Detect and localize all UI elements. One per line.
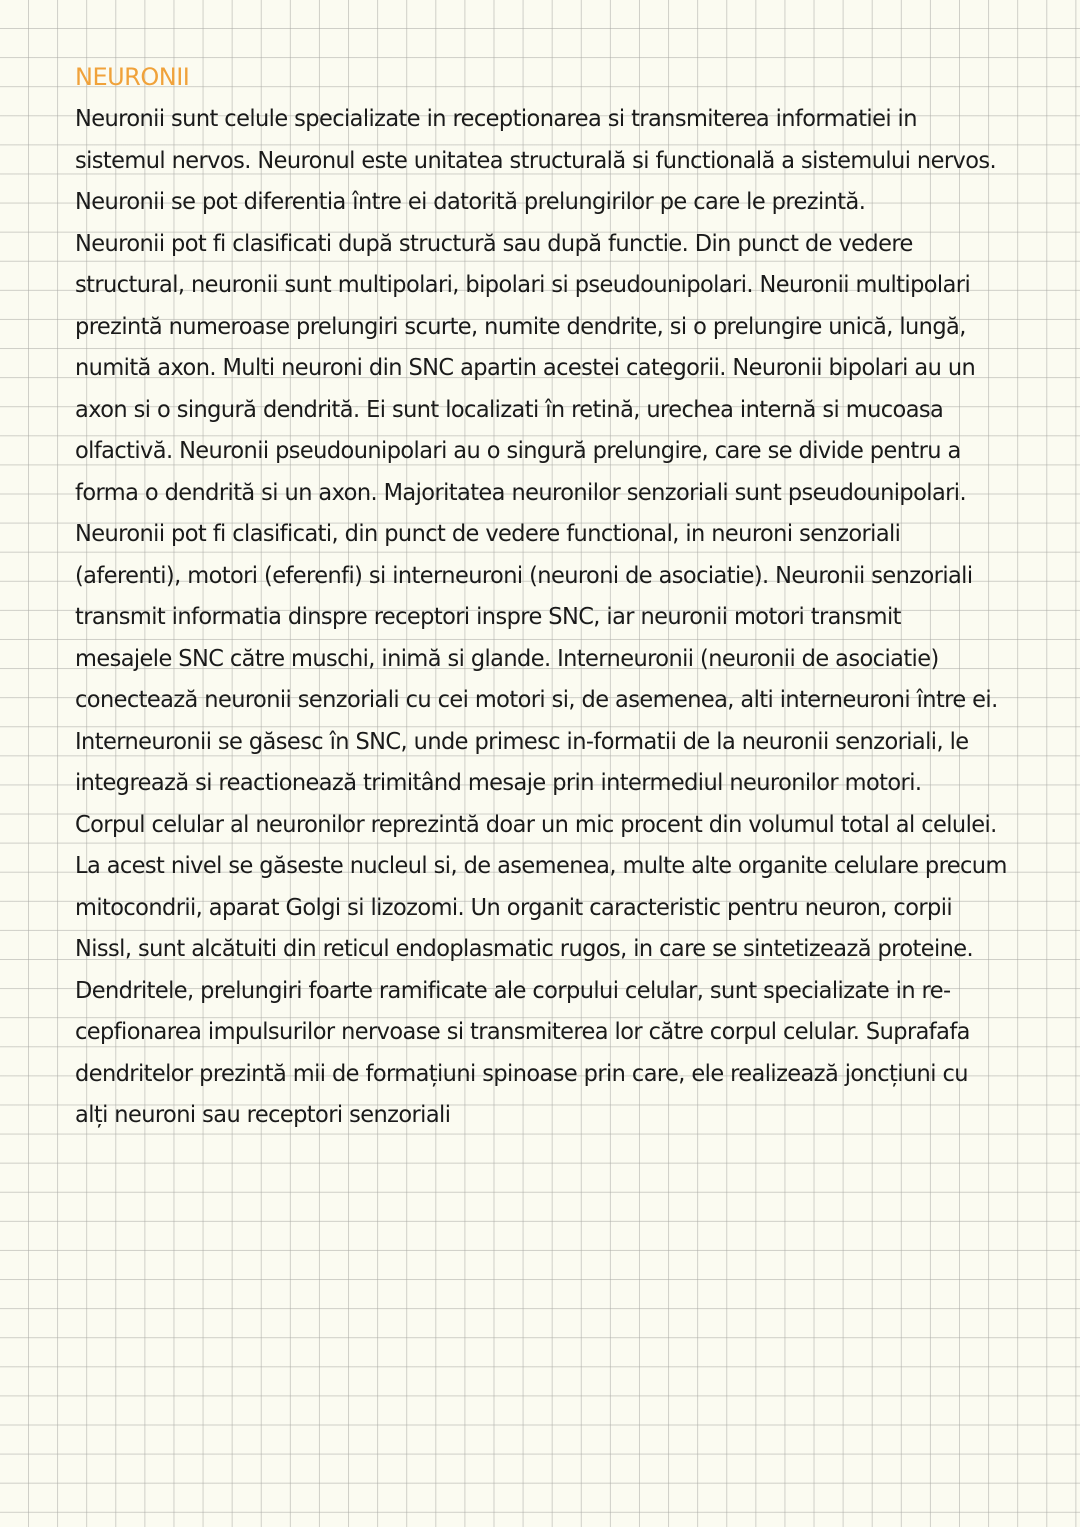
text-line: Dendritele, prelungiri foarte ramificate ale corpului celular, sunt specializate in re- xyxy=(75,977,951,1004)
text-line: numită axon. Multi neuroni din SNC apartin acestei categorii. Neuronii bipolari au un xyxy=(75,355,976,381)
text-line: mesajele SNC către muschi, inimă si glande. Interneuronii (neuronii de asociatie) xyxy=(75,645,939,672)
body-text xyxy=(75,100,1065,1138)
text-line: Neuronii sunt celule specializate in receptionarea si transmiterea informatiei in xyxy=(75,106,917,132)
text-line: axon si o singură dendrită. Ei sunt localizati în retină, urechea internă si mucoasa xyxy=(75,396,944,423)
text-line: Interneuronii se găsesc în SNC, unde primesc in-formatii de la neuronii senzoriali, le xyxy=(75,728,969,755)
text-line: sistemul nervos. Neuronul este unitatea structurală si functională a sistemului nervos. xyxy=(75,147,997,174)
text-line: conectează neuronii senzoriali cu cei motori si, de asemenea, alti interneuroni între ei. xyxy=(75,687,998,713)
text-line: olfactivă. Neuronii pseudounipolari au o singură prelungire, care se divide pentru a xyxy=(75,438,961,464)
text-line: La acest nivel se găseste nucleul si, de asemenea, multe alte organite celulare precum xyxy=(75,853,1007,879)
text-line: structural, neuronii sunt multipolari, bipolari si pseudounipolari. Neuronii multipolari xyxy=(75,272,971,298)
text-line: Nissl, sunt alcătuiti din reticul endoplasmatic rugos, in care se sintetizează proteine. xyxy=(75,936,974,962)
text-line: Neuronii pot fi clasificati după structură sau după functie. Din punct de vedere xyxy=(75,230,913,257)
text-line: (aferenti), motori (eferenfi) si interneuroni (neuroni de asociatie). Neuronii senzoriali xyxy=(75,562,973,589)
text-line: forma o dendrită si un axon. Majoritatea neuronilor senzoriali sunt pseudounipolari. xyxy=(75,479,967,506)
text-line: mitocondrii, aparat Golgi si lizozomi. Un organit caracteristic pentru neuron, corpii xyxy=(75,894,953,921)
text-line: alți neuroni sau receptori senzoriali xyxy=(75,1102,451,1128)
text-line: dendritelor prezintă mii de formațiuni spinoase prin care, ele realizează joncțiuni cu xyxy=(75,1060,968,1087)
page-title: NEURONII xyxy=(75,63,190,91)
text-line: Corpul celular al neuronilor reprezintă doar un mic procent din volumul total al celulei. xyxy=(75,811,997,838)
text-line: prezintă numeroase prelungiri scurte, numite dendrite, si o prelungire unică, lungă, xyxy=(75,313,966,340)
text-line: Neuronii pot fi clasificati, din punct de vedere functional, in neuroni senzoriali xyxy=(75,521,901,547)
text-line: Neuronii se pot diferentia între ei datorită prelungirilor pe care le prezintă. xyxy=(75,189,866,215)
text-line: integrează si reactionează trimitând mesaje prin intermediul neuronilor motori. xyxy=(75,770,922,796)
text-line: transmit informatia dinspre receptori inspre SNC, iar neuronii motori transmit xyxy=(75,604,901,630)
text-line: cepfionarea impulsurilor nervoase si transmiterea lor către corpul celular. Suprafafa xyxy=(75,1019,970,1045)
